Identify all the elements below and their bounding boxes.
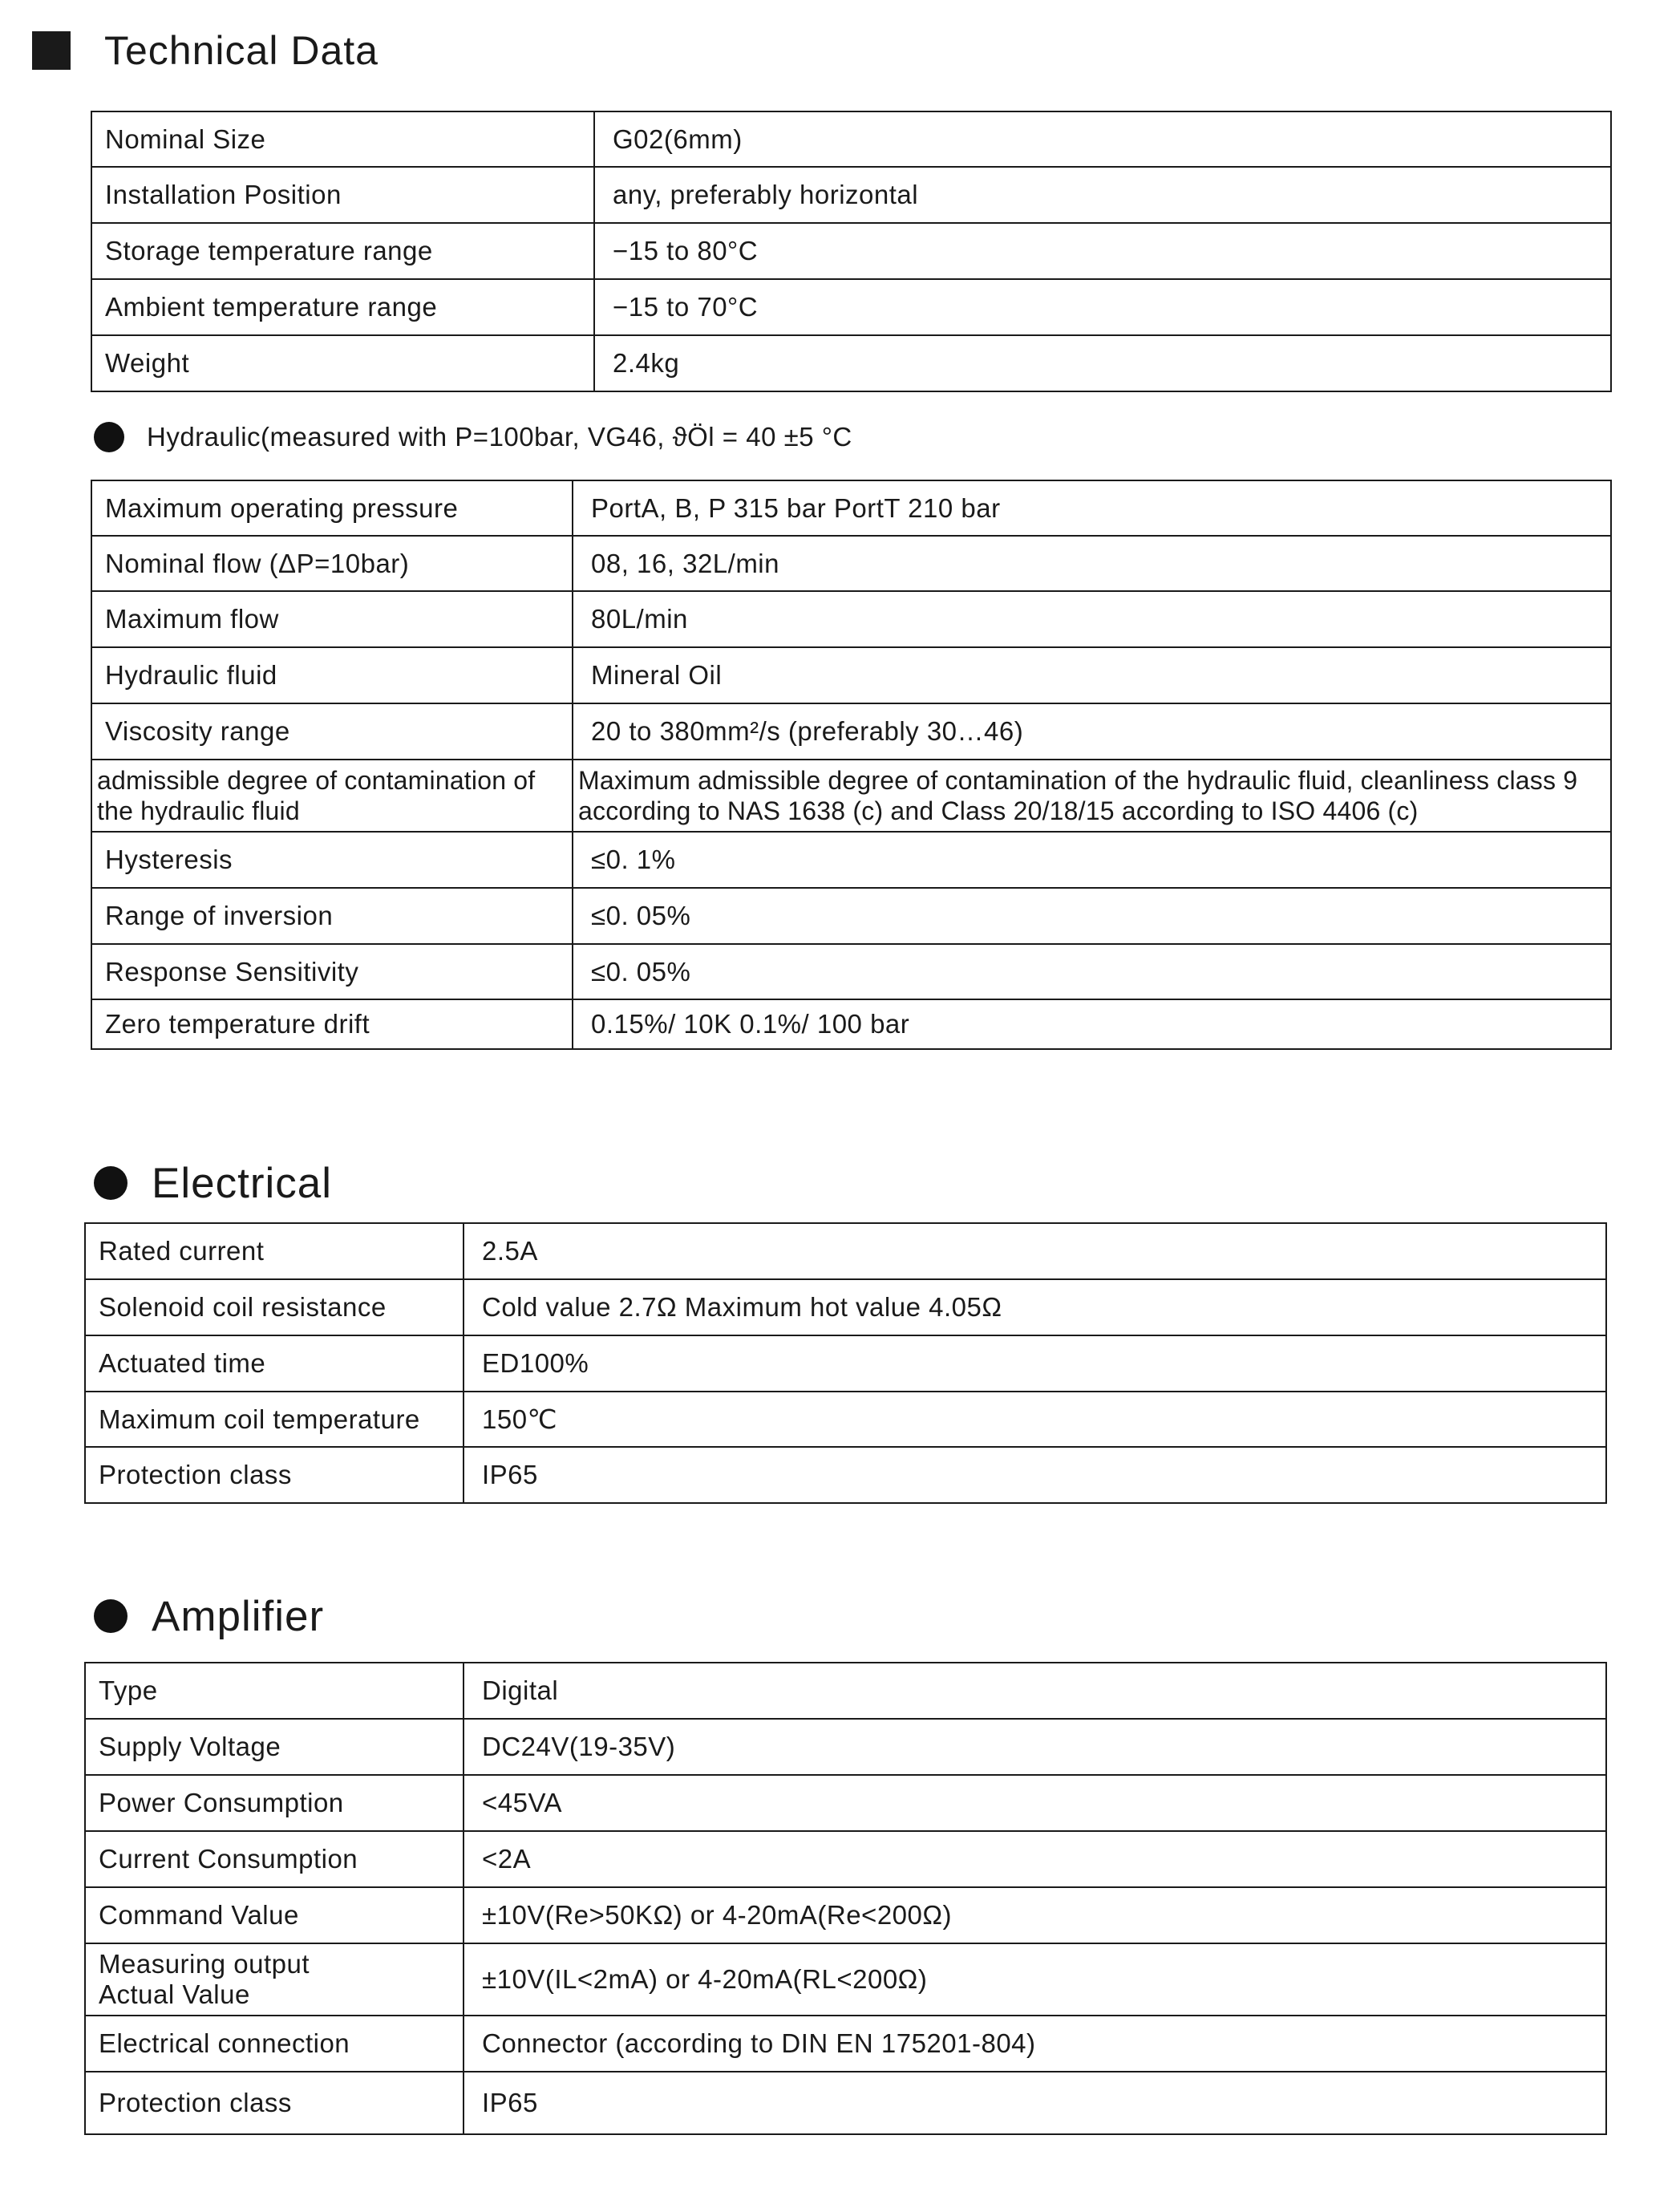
spec-label: Maximum coil temperature — [85, 1392, 464, 1447]
spec-label: Maximum operating pressure — [91, 480, 573, 536]
spec-value: −15 to 70°C — [594, 279, 1611, 335]
spec-value: Connector (according to DIN EN 175201-804) — [464, 2016, 1606, 2072]
spec-value: ±10V(Re>50KΩ) or 4-20mA(Re<200Ω) — [464, 1887, 1606, 1943]
electrical-spec-table — [84, 1222, 1607, 1504]
table-row — [85, 2016, 1606, 2072]
table-row — [85, 1719, 1606, 1775]
spec-value: Maximum admissible degree of contamination of the hydraulic fluid, cleanliness class 9 according to NAS 1638 (c) and Class 20/18/15 according to ISO 4406 (c) — [573, 760, 1611, 832]
spec-value: 08, 16, 32L/min — [573, 536, 1611, 591]
spec-label: Ambient temperature range — [91, 279, 594, 335]
spec-label: Command Value — [85, 1887, 464, 1943]
spec-value: <2A — [464, 1831, 1606, 1887]
table-row — [91, 335, 1611, 391]
spec-label: Maximum flow — [91, 591, 573, 647]
table-row — [85, 1279, 1606, 1335]
spec-value: 2.5A — [464, 1223, 1606, 1279]
spec-value: DC24V(19-35V) — [464, 1719, 1606, 1775]
spec-label: Electrical connection — [85, 2016, 464, 2072]
table-row — [91, 111, 1611, 167]
table-row — [91, 888, 1611, 944]
spec-label: Supply Voltage — [85, 1719, 464, 1775]
table-row — [85, 1831, 1606, 1887]
table-row — [91, 944, 1611, 999]
spec-label: Hydraulic fluid — [91, 647, 573, 703]
table-row — [91, 703, 1611, 760]
table-row — [91, 832, 1611, 888]
table-row — [91, 999, 1611, 1049]
spec-value: ±10V(IL<2mA) or 4-20mA(RL<200Ω) — [464, 1943, 1606, 2016]
spec-label: Actuated time — [85, 1335, 464, 1392]
spec-value: IP65 — [464, 1447, 1606, 1503]
page-title — [32, 22, 379, 79]
hydraulic-spec-table — [91, 480, 1612, 1050]
table-row — [91, 223, 1611, 279]
table-row — [85, 1943, 1606, 2016]
spec-label: Rated current — [85, 1223, 464, 1279]
table-row — [85, 1775, 1606, 1831]
table-row — [91, 760, 1611, 832]
amplifier-spec-table — [84, 1662, 1607, 2135]
spec-value: 150℃ — [464, 1392, 1606, 1447]
table-row — [91, 480, 1611, 536]
table-row — [85, 2072, 1606, 2134]
spec-value: ≤0. 05% — [573, 888, 1611, 944]
spec-value: ED100% — [464, 1335, 1606, 1392]
spec-label: Nominal Size — [91, 111, 594, 167]
spec-label: Power Consumption — [85, 1775, 464, 1831]
spec-label: Measuring output Actual Value — [85, 1943, 464, 2016]
spec-label: admissible degree of contamination of the hydraulic fluid — [91, 760, 573, 832]
table-row — [91, 279, 1611, 335]
spec-label: Protection class — [85, 2072, 464, 2134]
spec-value: G02(6mm) — [594, 111, 1611, 167]
bullet-icon — [94, 1599, 128, 1633]
table-row — [91, 536, 1611, 591]
spec-value: <45VA — [464, 1775, 1606, 1831]
table-row — [85, 1223, 1606, 1279]
spec-value: −15 to 80°C — [594, 223, 1611, 279]
spec-label: Zero temperature drift — [91, 999, 573, 1049]
spec-value: Mineral Oil — [573, 647, 1611, 703]
spec-label: Viscosity range — [91, 703, 573, 760]
title-square-icon — [32, 31, 71, 70]
spec-label: Storage temperature range — [91, 223, 594, 279]
hydraulic-heading-text: Hydraulic(measured with P=100bar, VG46, ϑÖl = 40 ±5 °C — [147, 422, 852, 452]
table-row — [85, 1392, 1606, 1447]
table-row — [91, 647, 1611, 703]
spec-label: Response Sensitivity — [91, 944, 573, 999]
spec-value: ≤0. 1% — [573, 832, 1611, 888]
page-title-text: Technical Data — [104, 28, 379, 73]
spec-value: Digital — [464, 1663, 1606, 1719]
electrical-heading — [94, 1155, 332, 1211]
spec-label: Protection class — [85, 1447, 464, 1503]
electrical-heading-text: Electrical — [152, 1159, 333, 1207]
spec-value: any, preferably horizontal — [594, 167, 1611, 223]
table-row — [85, 1335, 1606, 1392]
table-row — [85, 1887, 1606, 1943]
spec-value: 2.4kg — [594, 335, 1611, 391]
spec-value: 80L/min — [573, 591, 1611, 647]
spec-value: PortA, B, P 315 bar PortT 210 bar — [573, 480, 1611, 536]
spec-label: Current Consumption — [85, 1831, 464, 1887]
table-row — [85, 1663, 1606, 1719]
general-spec-table — [91, 111, 1612, 392]
spec-label: Installation Position — [91, 167, 594, 223]
table-row — [85, 1447, 1606, 1503]
spec-value: IP65 — [464, 2072, 1606, 2134]
bullet-icon — [94, 1166, 128, 1200]
spec-label: Type — [85, 1663, 464, 1719]
amplifier-heading — [94, 1588, 324, 1644]
spec-label: Weight — [91, 335, 594, 391]
spec-label: Range of inversion — [91, 888, 573, 944]
table-row — [91, 167, 1611, 223]
spec-value: ≤0. 05% — [573, 944, 1611, 999]
spec-value: Cold value 2.7Ω Maximum hot value 4.05Ω — [464, 1279, 1606, 1335]
table-row — [91, 591, 1611, 647]
spec-value: 20 to 380mm²/s (preferably 30…46) — [573, 703, 1611, 760]
spec-label: Hysteresis — [91, 832, 573, 888]
spec-label: Solenoid coil resistance — [85, 1279, 464, 1335]
spec-value: 0.15%/ 10K 0.1%/ 100 bar — [573, 999, 1611, 1049]
bullet-icon — [94, 422, 124, 452]
spec-label: Nominal flow (ΔP=10bar) — [91, 536, 573, 591]
hydraulic-heading — [94, 417, 852, 457]
amplifier-heading-text: Amplifier — [152, 1592, 325, 1640]
